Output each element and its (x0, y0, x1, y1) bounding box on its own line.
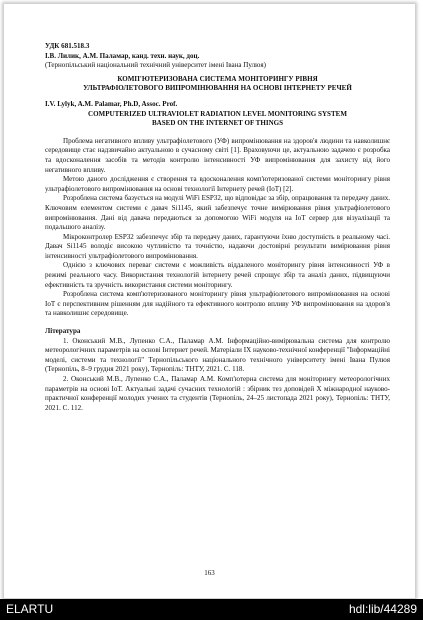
title-en-line2: BASED ON THE INTERNET OF THINGS (151, 119, 284, 128)
references-heading: Література (45, 327, 81, 336)
authors-en: I.V. Lylyk, A.M. Palamar, Ph.D, Assoc. Prof. (45, 99, 178, 108)
body-paragraph: Метою даного дослідження є створення та вдосконалення комп'ютеризованої системи моніторингу рівня ультрафіолетового випромінювання на основі технології Інтернету речей (IoT) [2]. (45, 175, 390, 193)
repository-footer-bar (0, 599, 423, 620)
title-ua-line2: УЛЬТРАФІОЛЕТОВОГО ВИПРОМІНЮВАННЯ НА ОСНОВІ ІНТЕРНЕТУ РЕЧЕЙ (83, 84, 352, 93)
page-content (45, 42, 390, 413)
reference-item: 2. Оконський М.В., Лупенко С.А., Паламар А.М. Комп'ютерна система для моніторингу метеорологічних параметрів на основі IoT. Актуальні задачі сучасних технологій : збірник тез доповідей X міжнародної науково-практичної конференції молодих учених та студентів (Тернопіль, 24–25 листопада 2021 року), Тернопіль: ТНТУ, 2021. С. 112. (45, 375, 390, 412)
page-number: 163 (204, 569, 215, 577)
body-paragraph: Розроблена система комп'ютеризованого моніторингу рівня ультрафіолетового випромінювання на основі IoT є перспективним рішенням для надійного та ефективного контролю впливу УФ випромінювання на здоров'я та навколишнє середовище. (45, 290, 390, 318)
reference-item: 1. Оконський М.В., Лупенко С.А., Паламар А.М. Інформаційно-вимірювальна система для контролю метеорологічних параметрів на основі Інтернет речей. Матеріали IX науково-технічної конференції "Інформаційні моделі, системи та технології" Тернопільського національного технічного університету імені Івана Пулюя (Тернопіль, 8–9 грудня 2021 року), Тернопіль: ТНТУ, 2021. С. 118. (45, 336, 390, 374)
body-paragraph: Однією з ключових переваг системи є можливість віддаленого моніторингу рівня інтенсивності УФ в режимі реального часу. Використання технологій інтернету речей спрощує збір та аналіз даних, підвищуючи ефективність та зручність використання системи моніторингу. (45, 261, 390, 289)
body-paragraph: Проблема негативного впливу ультрафіолетового (УФ) випромінювання на здоров'я людини та навколишнє середовище стає надзвичайно актуальною в сучасному світі [1]. Враховуючи це, актуальною задачею є розробка та вдосконалення засобів та методів контролю інтенсивності УФ випромінювання для захисту від його негативного впливу. (45, 136, 390, 174)
repository-name: ELARTU (6, 602, 54, 616)
body-paragraph: Розроблена система базується на модулі WiFi ESP32, що відповідає за збір, опрацювання та передачу даних. Ключовим елементом системи є давач Si1145, який забезпечує точне вимірювання рівня ультрафіолетового випромінювання. Дані від давача передаються за допомогою WiFi модуля на IoT сервер для візуалізації та подальшого аналізу. (45, 194, 390, 232)
handle-identifier: hdl:lib/44289 (348, 602, 417, 616)
udk-code: УДК 681.518.3 (45, 42, 90, 50)
affiliation: (Тернопільський національний технічний університет імені Івана Пулюя) (45, 61, 266, 70)
title-ua-line1: КОМП'ЮТЕРИЗОВАНА СИСТЕМА МОНІТОРИНГУ РІВНЯ (117, 74, 318, 83)
title-en-line1: COMPUTERIZED ULTRAVIOLET RADIATION LEVEL MONITORING SYSTEM (87, 109, 348, 118)
body-paragraph: Мікроконтролер ESP32 забезпечує збір та передачу даних, гарантуючи їхню доступність в реальному часі. Давач Si1145 володіє високою чутливістю та точністю, надаючи достовірні результати вимірювання рівня інтенсивності ультрафіолетового випромінювання. (45, 232, 390, 260)
document-page (4, 4, 415, 598)
authors-ua: І.В. Лилик, А.М. Паламар, канд. техн. наук, доц. (45, 51, 200, 60)
